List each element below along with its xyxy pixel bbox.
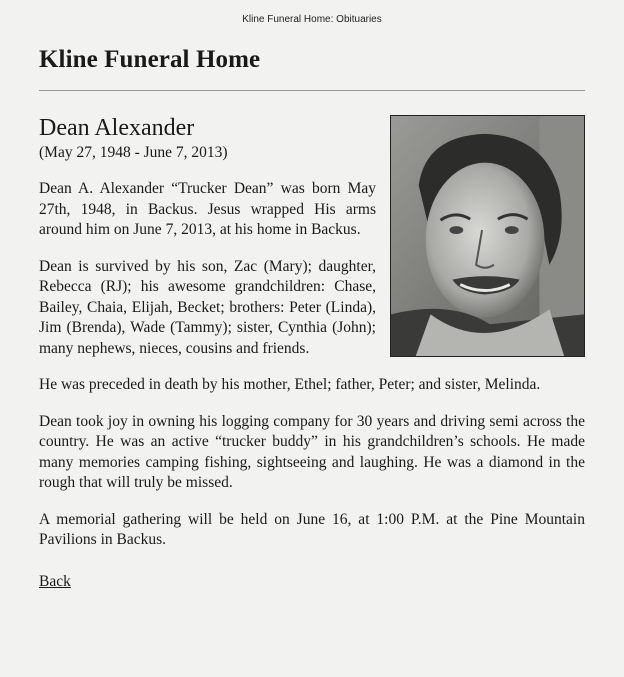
portrait-photo	[390, 115, 585, 357]
life-dates: (May 27, 1948 - June 7, 2013)	[39, 144, 228, 161]
portrait-photo-image	[391, 116, 584, 356]
browser-page-header: Kline Funeral Home: Obituaries	[242, 14, 382, 25]
deceased-name: Dean Alexander	[39, 115, 195, 141]
title-divider	[39, 90, 585, 91]
obituary-paragraph-life: Dean took joy in owning his logging company for 30 years and driving semi across the country. He was an active “trucker buddy” in his grandchildren’s schools. He made many memories camping fishing, sightseeing and laughing. He was a diamond in the rough that will truly be missed.	[39, 412, 585, 491]
obituary-paragraph-memorial: A memorial gathering will be held on June 16, at 1:00 P.M. at the Pine Mountain Pavilions in Backus.	[39, 510, 585, 548]
site-title: Kline Funeral Home	[39, 46, 261, 73]
obituary-paragraph-preceded: He was preceded in death by his mother, Ethel; father, Peter; and sister, Melinda.	[39, 376, 541, 393]
obituary-paragraph-birth: Dean A. Alexander “Trucker Dean” was born May 27th, 1948, in Backus. Jesus wrapped His arms around him on June 7, 2013, at his home in Backus.	[39, 180, 376, 238]
obituary-paragraph-survivors: Dean is survived by his son, Zac (Mary); daughter, Rebecca (RJ); his awesome grandchildren: Chase, Bailey, Chaia, Elijah, Becket; brothers: Peter (Linda), Jim (Brenda), Wade (Tammy); sister, Cynthia (John); many nephews, nieces, cousins and friends.	[39, 257, 376, 357]
back-link[interactable]: Back	[39, 572, 71, 590]
obituary-content	[39, 113, 585, 591]
